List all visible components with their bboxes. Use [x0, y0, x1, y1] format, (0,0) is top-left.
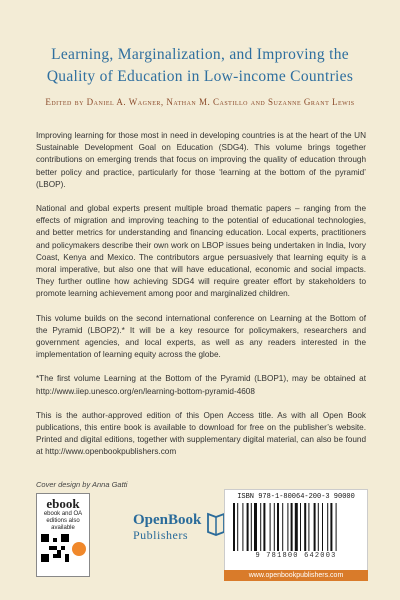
ebook-badge	[36, 493, 90, 577]
publisher-website: www.openbookpublishers.com	[224, 570, 368, 581]
blurb-paragraph-1: Improving learning for those most in need in developing countries is at the heart of the UN Sustainable Development Goal on Education (SDG4). This volume brings together contributions on emerging trends that focus on improving the quality of education through better policy and practice, particularly for those ‘learning at the bottom of the pyramid’ (LBOP).	[36, 131, 366, 189]
blurb	[36, 130, 366, 471]
ebook-label: ebook	[46, 496, 80, 511]
book-title-line-1: Learning, Marginalization, and Improving the	[51, 46, 349, 63]
publisher-name-top: OpenBook	[133, 512, 202, 528]
qr-code-icon	[41, 534, 69, 562]
blurb-paragraph-2: National and global experts present multiple broad thematic papers – ranging from the effects of migration and improving teaching to the potential of educational technologies, and better metrics for understanding and financing education. Local experts, practitioners and policymakers describe their own work on LBOP issues being undertaken in India, Ivory Coast, Kenya and Mexico. The contributors argue persuasively that learning equity is a moral imperative, but also one that will have educational, economic and social impacts. They further outline how achieving SDG4 will require greater effort by stakeholders to promote learning achievement among poor and marginalized children.	[36, 204, 366, 299]
isbn-text: ISBN 978-1-80064-200-3 90000	[237, 493, 355, 501]
blurb-footnote: *The first volume Learning at the Bottom of the Pyramid (LBOP1), may be obtained at http://www.iiep.unesco.org/en/learning-bottom-pyramid-4608	[36, 374, 366, 396]
editors-line: Edited by Daniel A. Wagner, Nathan M. Castillo and Suzanne Grant Lewis	[45, 97, 355, 107]
ean-digits: 9 781800 642003	[255, 552, 337, 560]
barcode-panel	[224, 489, 368, 571]
open-access-icon	[72, 542, 86, 556]
publisher-name-bottom: Publishers	[133, 528, 189, 542]
open-book-icon	[206, 510, 226, 536]
ebook-subtext: ebook and OA editions also available	[43, 511, 83, 531]
blurb-paragraph-3: This volume builds on the second international conference on Learning at the Bottom of the Pyramid (LBOP2).* It will be a key resource for policymakers, researchers and government agencies, and local experts, as well as any readers interested in the implementation of learning equity across the globe.	[36, 313, 366, 360]
book-title	[20, 44, 380, 88]
barcode-icon	[231, 503, 361, 551]
cover-design-credit: Cover design by Anna Gatti	[36, 480, 128, 489]
blurb-open-access-note: This is the author-approved edition of this Open Access title. As with all Open Book publications, this entire book is available to download for free on the publisher’s website. Printed and digital editions, together with supplementary digital material, can also be found at http://www.openbookpublishers.com	[36, 410, 366, 457]
book-title-line-2: Quality of Education in Low-income Countries	[46, 68, 354, 85]
